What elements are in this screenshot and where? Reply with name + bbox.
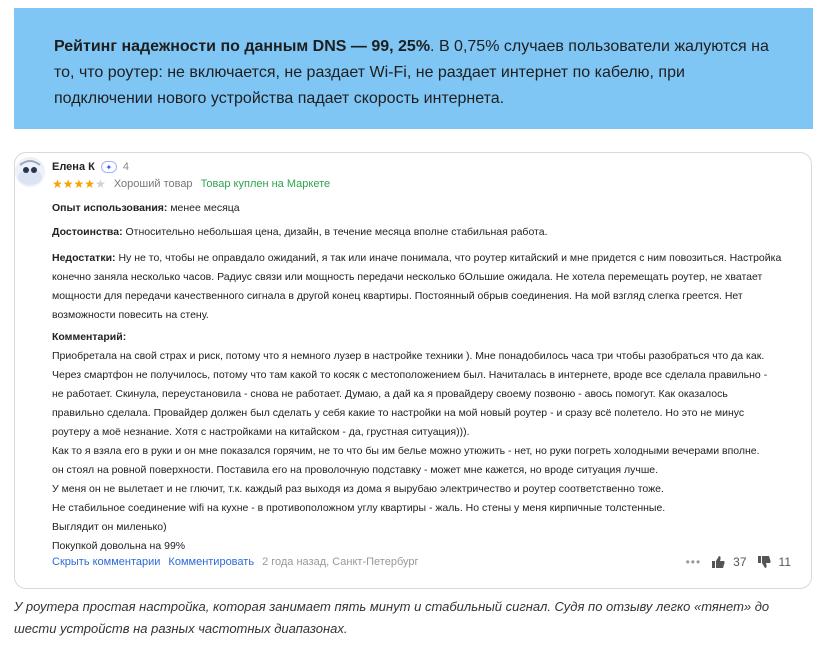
comment-line: правильно сделала. Провайдер должен был сделать у себя какие то настройки на мой новый роутер - и сразу всё полетело. Но это не минус bbox=[52, 407, 745, 419]
cons-value: Ну не то, чтобы не оправдало ожиданий, я так или иначе понимала, что роутер китайский и мне придется с ним повозиться. Настройка конечно заняла несколько часов. Радиус связи или мощность передачи несколько бОльшие ожидала. Не хотела перемещать роутер, не хватает мощности для передачи качественного сигнала в другой конец квартиры. Постоянный обрыв соединения. На мой взгляд слегка греется. Нет возможности повесить на стену. bbox=[52, 252, 782, 321]
banner-text: . В 0,75% случаев пользователи жалуются на то, что роутер: не включается, не раздает Wi-Fi, не раздает интернет по кабелю, при подключении нового устройства падает скорость интернета. bbox=[54, 38, 769, 107]
hide-comments-link[interactable]: Скрыть комментарии bbox=[52, 556, 161, 568]
dislike-count: 11 bbox=[778, 555, 791, 569]
dislike-button[interactable] bbox=[757, 555, 791, 569]
avatar[interactable] bbox=[15, 157, 45, 187]
comment-line: У меня он не вылетает и не глючит, т.к. каждый раз выходя из дома я вырубаю электричество и роутер соответственно тоже. bbox=[52, 483, 664, 495]
pros-label: Достоинства: bbox=[52, 226, 123, 238]
like-count: 37 bbox=[733, 555, 747, 569]
reliability-banner bbox=[14, 8, 813, 129]
banner-bold-text: Рейтинг надежности по данным DNS — 99, 25% bbox=[54, 38, 431, 55]
comment-line: Как то я взяла его в руки и он мне показался горячим, не то что бы им белье можно утюжить - нет, но руки погреть холодными вечерами вполне. bbox=[52, 445, 760, 457]
pros-section bbox=[52, 223, 797, 242]
review-meta: 2 года назад, Санкт-Петербург bbox=[262, 556, 419, 568]
avatar-image-icon bbox=[15, 157, 45, 187]
usage-label: Опыт использования: bbox=[52, 202, 168, 214]
rating-row bbox=[52, 177, 330, 191]
comment-line: не работает. Скинула, переустановила - снова не работает. Думаю, а дай ка я провайдеру своему позвоню - авось помогут. Как оказалось bbox=[52, 388, 728, 400]
bought-badge: Товар куплен на Маркете bbox=[200, 178, 331, 190]
cons-label: Недостатки: bbox=[52, 252, 116, 264]
thumbs-down-icon bbox=[757, 555, 771, 569]
star-rating bbox=[52, 177, 106, 191]
plus-badge-icon: ✦ bbox=[101, 161, 117, 173]
comment-line: Выглядит он миленько) bbox=[52, 521, 167, 533]
comment-line: Через смартфон не получилось, потому что там какой то косяк с местоположением был. Начиталась в интернете, вроде все сделала правильно - bbox=[52, 369, 768, 381]
author-row bbox=[52, 161, 129, 173]
star-filled-icon: ★ bbox=[73, 177, 85, 191]
star-filled-icon: ★ bbox=[84, 177, 96, 191]
comment-label: Комментарий: bbox=[52, 331, 127, 343]
comment-line: Приобретала на свой страх и риск, потому что я немного лузер в настройке техники ). Мне понадобилось часа три чтобы разобраться что да как. bbox=[52, 350, 765, 362]
comment-line: Покупкой довольна на 99% bbox=[52, 540, 186, 552]
usage-value: менее месяца bbox=[170, 202, 240, 214]
thumbs-up-icon bbox=[711, 555, 725, 569]
vote-area bbox=[686, 555, 791, 569]
star-filled-icon: ★ bbox=[52, 177, 63, 191]
comment-line: он стоял на ровной поверхности. Поставила его на проволочную подставку - может мне кажется, но вроде ситуация лучше. bbox=[52, 464, 658, 476]
comment-section bbox=[52, 328, 797, 556]
pros-value: Относительно небольшая цена, дизайн, в течение месяца вполне стабильная работа. bbox=[125, 226, 548, 238]
usage-section bbox=[52, 199, 797, 218]
verdict-text: Хороший товар bbox=[113, 178, 193, 190]
like-button[interactable] bbox=[711, 555, 746, 569]
author-name[interactable]: Елена К bbox=[52, 161, 95, 173]
author-review-count: 4 bbox=[122, 161, 129, 173]
review-footer bbox=[52, 555, 791, 569]
comment-line: роутеру а моё незнание. Хотя с настройками на китайском - да, грустная ситуация))). bbox=[52, 426, 470, 438]
comment-line: Не стабильное соединение wifi на кухне - в противоположном углу квартиры - жаль. Но стены у меня кирпичные толстенные. bbox=[52, 502, 666, 514]
more-options-icon[interactable]: ••• bbox=[685, 555, 702, 569]
cons-section bbox=[52, 249, 797, 325]
star-filled-icon: ★ bbox=[62, 177, 74, 191]
comment-body bbox=[52, 347, 797, 556]
star-empty-icon: ★ bbox=[95, 177, 106, 191]
review-card bbox=[14, 152, 812, 589]
write-comment-link[interactable]: Комментировать bbox=[168, 556, 255, 568]
caption: У роутера простая настройка, которая занимает пять минут и стабильный сигнал. Судя по отзыву легко «тянет» до шести устройств на разных частотных диапазонах. bbox=[14, 599, 770, 636]
